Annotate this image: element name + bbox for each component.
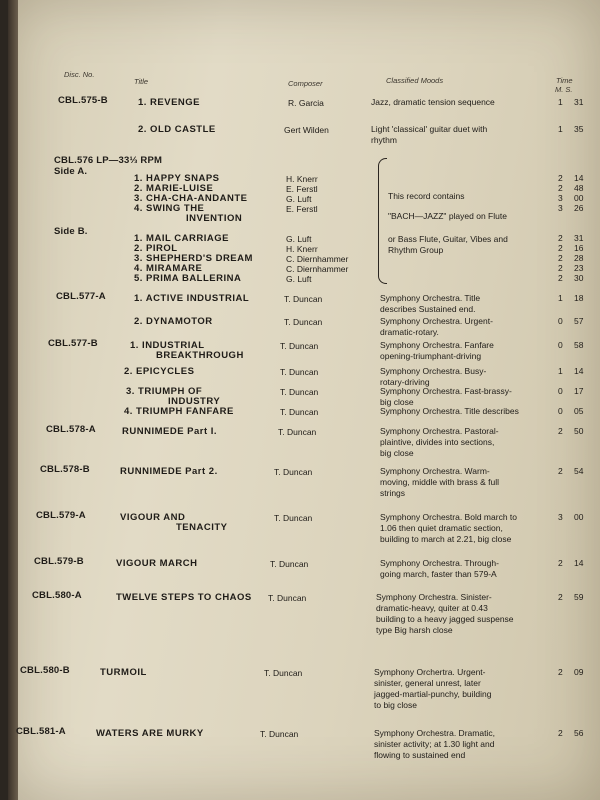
composer: R. Garcia [288, 98, 324, 108]
time-seconds: 05 [574, 406, 584, 416]
time-minutes: 2 [558, 592, 563, 602]
time-minutes: 0 [558, 316, 563, 326]
track-title: 2. DYNAMOTOR [134, 316, 213, 327]
time-minutes: 2 [558, 243, 563, 253]
track-title: 1. MAIL CARRIAGE [134, 233, 229, 244]
track-title: 3. TRIUMPH OF [126, 386, 203, 397]
time-minutes: 3 [558, 193, 563, 203]
time-minutes: 1 [558, 366, 563, 376]
composer: E. Ferstl [286, 204, 318, 214]
track-title: 2. OLD CASTLE [138, 124, 216, 135]
time-seconds: 57 [574, 316, 584, 326]
composer: G. Luft [286, 274, 312, 284]
track-title: 2. PIROL [134, 243, 178, 254]
track-title-cont: BREAKTHROUGH [156, 350, 244, 361]
time-minutes: 0 [558, 386, 563, 396]
mood-description: Symphony Orchestra. Fast-brassy- [380, 386, 512, 396]
header-composer: Composer [288, 79, 323, 88]
mood-description: sinister, general unrest, later [374, 678, 481, 688]
time-minutes: 3 [558, 512, 563, 522]
time-minutes: 2 [558, 466, 563, 476]
time-minutes: 2 [558, 273, 563, 283]
time-minutes: 0 [558, 406, 563, 416]
time-seconds: 54 [574, 466, 584, 476]
lp-note: Rhythm Group [388, 245, 444, 255]
disc-number: CBL.578-A [46, 424, 96, 435]
track-title: RUNNIMEDE Part I. [122, 426, 218, 437]
track-title: 2. MARIE-LUISE [134, 183, 214, 194]
time-seconds: 35 [574, 124, 584, 134]
mood-description: Symphony Orchestra. Busy- [380, 366, 487, 376]
track-title: 2. EPICYCLES [124, 366, 195, 377]
header-moods: Classified Moods [386, 76, 444, 85]
mood-description: Symphony Orchestra. Bold march to [380, 512, 518, 522]
composer: H. Knerr [286, 244, 318, 254]
time-minutes: 2 [558, 233, 563, 243]
composer: Gert Wilden [284, 125, 329, 135]
binding-fold [8, 0, 18, 800]
composer: G. Luft [286, 194, 312, 204]
disc-number: CBL.577-A [56, 291, 106, 302]
composer: T. Duncan [264, 668, 303, 678]
track-title: 4. SWING THE [134, 203, 205, 214]
mood-description: Symphony Orchestra. Title describes [380, 406, 519, 416]
track-title: 1. REVENGE [138, 97, 201, 108]
mood-description: moving, middle with brass & full [380, 477, 500, 487]
composer: H. Knerr [286, 174, 318, 184]
track-title: 5. PRIMA BALLERINA [134, 273, 242, 284]
time-minutes: 2 [558, 426, 563, 436]
disc-number: CBL.579-B [34, 556, 84, 567]
mood-description: flowing to sustained end [374, 750, 466, 760]
track-title: 3. CHA-CHA-ANDANTE [134, 193, 248, 204]
catalogue-page [8, 0, 600, 800]
track-title: TWELVE STEPS TO CHAOS [116, 592, 252, 603]
lp-note: or Bass Flute, Guitar, Vibes and [388, 234, 508, 244]
composer: T. Duncan [274, 513, 313, 523]
time-seconds: 30 [574, 273, 584, 283]
mood-description: Symphony Orchestra. Dramatic, [374, 728, 495, 738]
mood-description: opening-triumphant-driving [380, 351, 482, 361]
time-seconds: 00 [574, 193, 584, 203]
mood-description: sinister activity; at 1.30 light and [374, 739, 495, 749]
disc-number: CBL.580-B [20, 665, 70, 676]
mood-description: Symphony Orchestra. Pastoral- [380, 426, 499, 436]
track-title: 1. HAPPY SNAPS [134, 173, 220, 184]
time-seconds: 09 [574, 667, 584, 677]
time-minutes: 1 [558, 97, 563, 107]
time-minutes: 2 [558, 667, 563, 677]
composer: T. Duncan [268, 593, 307, 603]
mood-description: Symphony Orchestra. Through- [380, 558, 499, 568]
track-title: 1. INDUSTRIAL [130, 340, 205, 351]
mood-description: building to a heavy jagged suspense [376, 614, 514, 624]
mood-description: Symphony Orchertra. Urgent- [374, 667, 486, 677]
time-minutes: 2 [558, 183, 563, 193]
mood-description: Symphony Orchestra. Title [380, 293, 481, 303]
time-seconds: 00 [574, 512, 584, 522]
mood-description: describes Sustained end. [380, 304, 476, 314]
track-title: 1. ACTIVE INDUSTRIAL [134, 293, 250, 304]
time-seconds: 17 [574, 386, 584, 396]
composer: C. Diernhammer [286, 264, 349, 274]
track-title: 4. MIRAMARE [134, 263, 203, 274]
mood-description: type Big harsh close [376, 625, 453, 635]
disc-number: CBL.577-B [48, 338, 98, 349]
time-minutes: 2 [558, 253, 563, 263]
time-seconds: 23 [574, 263, 584, 273]
time-seconds: 18 [574, 293, 584, 303]
side-a-label: Side A. [54, 166, 88, 177]
disc-number: CBL.581-A [16, 726, 66, 737]
mood-description: plaintive, divides into sections, [380, 437, 495, 447]
composer: T. Duncan [284, 317, 323, 327]
disc-number: CBL.578-B [40, 464, 90, 475]
mood-description: Symphony Orchestra. Urgent- [380, 316, 493, 326]
track-title: VIGOUR AND [120, 512, 186, 523]
track-title: 4. TRIUMPH FANFARE [124, 406, 234, 417]
track-title-cont: INDUSTRY [168, 396, 221, 407]
time-minutes: 2 [558, 263, 563, 273]
mood-description: dramatic-heavy, quiter at 0.43 [376, 603, 488, 613]
disc-number: CBL.579-A [36, 510, 86, 521]
lp-brace [378, 158, 387, 284]
time-minutes: 3 [558, 203, 563, 213]
mood-description: to big close [374, 700, 417, 710]
mood-description: big close [380, 448, 414, 458]
side-b-label: Side B. [54, 226, 88, 237]
mood-description: Symphony Orchestra. Fanfare [380, 340, 494, 350]
time-seconds: 26 [574, 203, 584, 213]
composer: C. Diernhammer [286, 254, 349, 264]
composer: T. Duncan [280, 387, 319, 397]
header-min-sec: M. S. [555, 85, 573, 94]
mood-description: rotary-driving [380, 377, 430, 387]
track-title: WATERS ARE MURKY [96, 728, 204, 739]
time-seconds: 14 [574, 366, 584, 376]
lp-note: This record contains [388, 191, 465, 201]
composer: T. Duncan [260, 729, 299, 739]
time-minutes: 2 [558, 558, 563, 568]
time-seconds: 16 [574, 243, 584, 253]
mood-description: big close [380, 397, 414, 407]
time-seconds: 31 [574, 233, 584, 243]
composer: T. Duncan [274, 467, 313, 477]
mood-description: Light 'classical' guitar duet with [371, 124, 488, 134]
track-title: VIGOUR MARCH [116, 558, 198, 569]
composer: G. Luft [286, 234, 312, 244]
track-title: TURMOIL [100, 667, 147, 678]
mood-description: 1.06 then quiet dramatic section, [380, 523, 503, 533]
mood-description: Jazz, dramatic tension sequence [371, 97, 495, 107]
header-title: Title [134, 77, 149, 86]
mood-description: jagged-martial-punchy, building [374, 689, 492, 699]
lp-note: "BACH—JAZZ" played on Flute [388, 211, 507, 221]
time-seconds: 50 [574, 426, 584, 436]
composer: T. Duncan [280, 407, 319, 417]
track-title: 3. SHEPHERD'S DREAM [134, 253, 253, 264]
time-seconds: 14 [574, 558, 584, 568]
header-disc-no: Disc. No. [64, 70, 95, 79]
composer: E. Ferstl [286, 184, 318, 194]
mood-description: strings [380, 488, 406, 498]
disc-number: CBL.580-A [32, 590, 82, 601]
composer: T. Duncan [284, 294, 323, 304]
time-seconds: 28 [574, 253, 584, 263]
time-minutes: 2 [558, 728, 563, 738]
time-seconds: 48 [574, 183, 584, 193]
time-seconds: 31 [574, 97, 584, 107]
time-minutes: 2 [558, 173, 563, 183]
track-title: RUNNIMEDE Part 2. [120, 466, 218, 477]
time-seconds: 58 [574, 340, 584, 350]
header-time: Time [556, 76, 573, 85]
time-minutes: 1 [558, 124, 563, 134]
mood-description: going march, faster than 579-A [380, 569, 497, 579]
mood-description: building to march at 2.21, big close [380, 534, 512, 544]
composer: T. Duncan [280, 341, 319, 351]
track-title-cont: TENACITY [176, 522, 228, 533]
time-minutes: 0 [558, 340, 563, 350]
composer: T. Duncan [280, 367, 319, 377]
time-seconds: 14 [574, 173, 584, 183]
mood-description: Symphony Orchestra. Warm- [380, 466, 490, 476]
lp-label: CBL.576 LP—33⅓ RPM [54, 155, 163, 166]
mood-description: Symphony Orchestra. Sinister- [376, 592, 492, 602]
time-minutes: 1 [558, 293, 563, 303]
mood-description: rhythm [371, 135, 397, 145]
time-seconds: 59 [574, 592, 584, 602]
composer: T. Duncan [278, 427, 317, 437]
mood-description: dramatic-rotary. [380, 327, 439, 337]
track-title-cont: INVENTION [186, 213, 243, 224]
composer: T. Duncan [270, 559, 309, 569]
disc-number: CBL.575-B [58, 95, 108, 106]
time-seconds: 56 [574, 728, 584, 738]
